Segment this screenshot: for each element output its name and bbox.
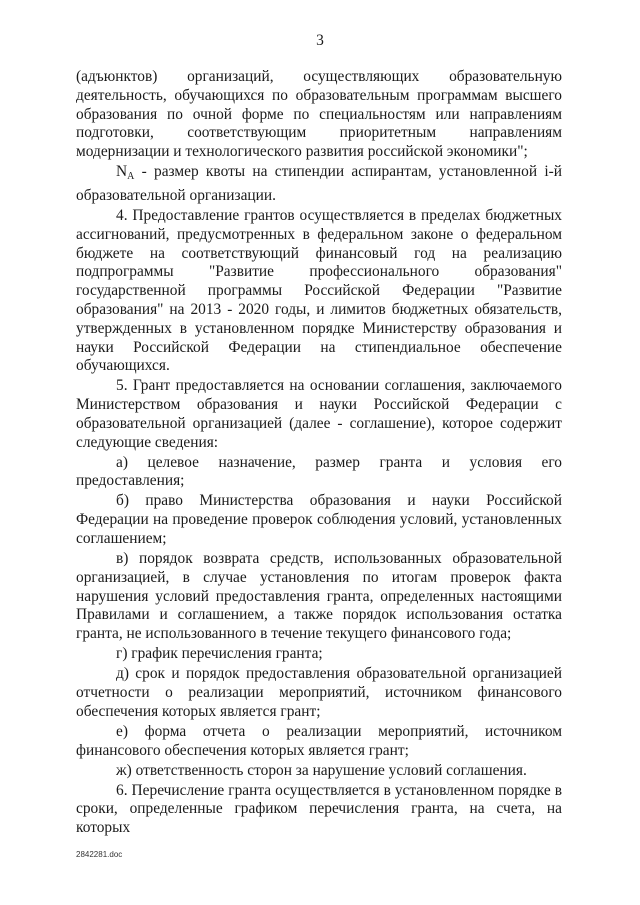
- paragraph-item-5d: д) срок и порядок предоставления образовательной организацией отчетности о реализации мероприятий, источником финансового обеспечения которых является грант;: [76, 665, 562, 720]
- paragraph-quota-definition: [76, 163, 562, 206]
- quota-definition-text: - размер квоты на стипендии аспирантам, установленной i-й образовательной организации.: [76, 163, 562, 204]
- quota-symbol-base: N: [116, 163, 128, 181]
- page-number: 3: [316, 32, 324, 49]
- paragraph-item-5a: а) целевое назначение, размер гранта и условия его предоставления;: [76, 453, 562, 490]
- paragraph-continuation: (адъюнктов) организаций, осуществляющих образовательную деятельность, обучающихся по образовательным программам высшего образования по очной форме по специальностям или направлениям подготовки, соответствующим приоритетным направлениям модернизации и технологического развития российской экономики";: [76, 68, 562, 161]
- paragraph-item-5v: в) порядок возврата средств, использованных образовательной организацией, в случае установления по итогам проверок факта нарушения условий предоставления гранта, определенных настоящими Правилами и соглашением, а также порядок использования остатка гранта, не использованного в течение текущего финансового года;: [76, 550, 562, 643]
- quota-symbol: [116, 163, 135, 183]
- paragraph-item-6: 6. Перечисление гранта осуществляется в установленном порядке в сроки, определенные графиком перечисления гранта, на счета, на которых: [76, 781, 562, 837]
- paragraph-item-4: 4. Предоставление грантов осуществляется в пределах бюджетных ассигнований, предусмотренных в федеральном законе о федеральном бюджете на соответствующий финансовый год на реализацию подпрограммы "Развитие профессионального образования" государственной программы Российской Федерации "Развитие образования" на 2013 - 2020 годы, и лимитов бюджетных обязательств, утвержденных в установленном порядке Министерству образования и науки Российской Федерации на стипендиальное обеспечение обучающихся.: [76, 206, 562, 375]
- paragraph-item-5zh: ж) ответственность сторон за нарушение условий соглашения.: [116, 761, 527, 779]
- paragraph-item-5: 5. Грант предоставляется на основании соглашения, заключаемого Министерством образования и науки Российской Федерации с образовательной организацией (далее - соглашение), которое содержит следующие сведения:: [76, 377, 562, 451]
- document-body: [76, 68, 562, 839]
- paragraph-item-5g: г) график перечисления гранта;: [116, 645, 323, 663]
- paragraph-item-5b: б) право Министерства образования и науки Российской Федерации на проведение проверок соблюдения условий, установленных соглашением;: [76, 492, 562, 548]
- paragraph-item-5e: е) форма отчета о реализации мероприятий, источником финансового обеспечения которых является грант;: [76, 722, 562, 759]
- quota-symbol-subscript: A: [127, 171, 135, 183]
- document-file-name: 2842281.doc: [76, 850, 123, 859]
